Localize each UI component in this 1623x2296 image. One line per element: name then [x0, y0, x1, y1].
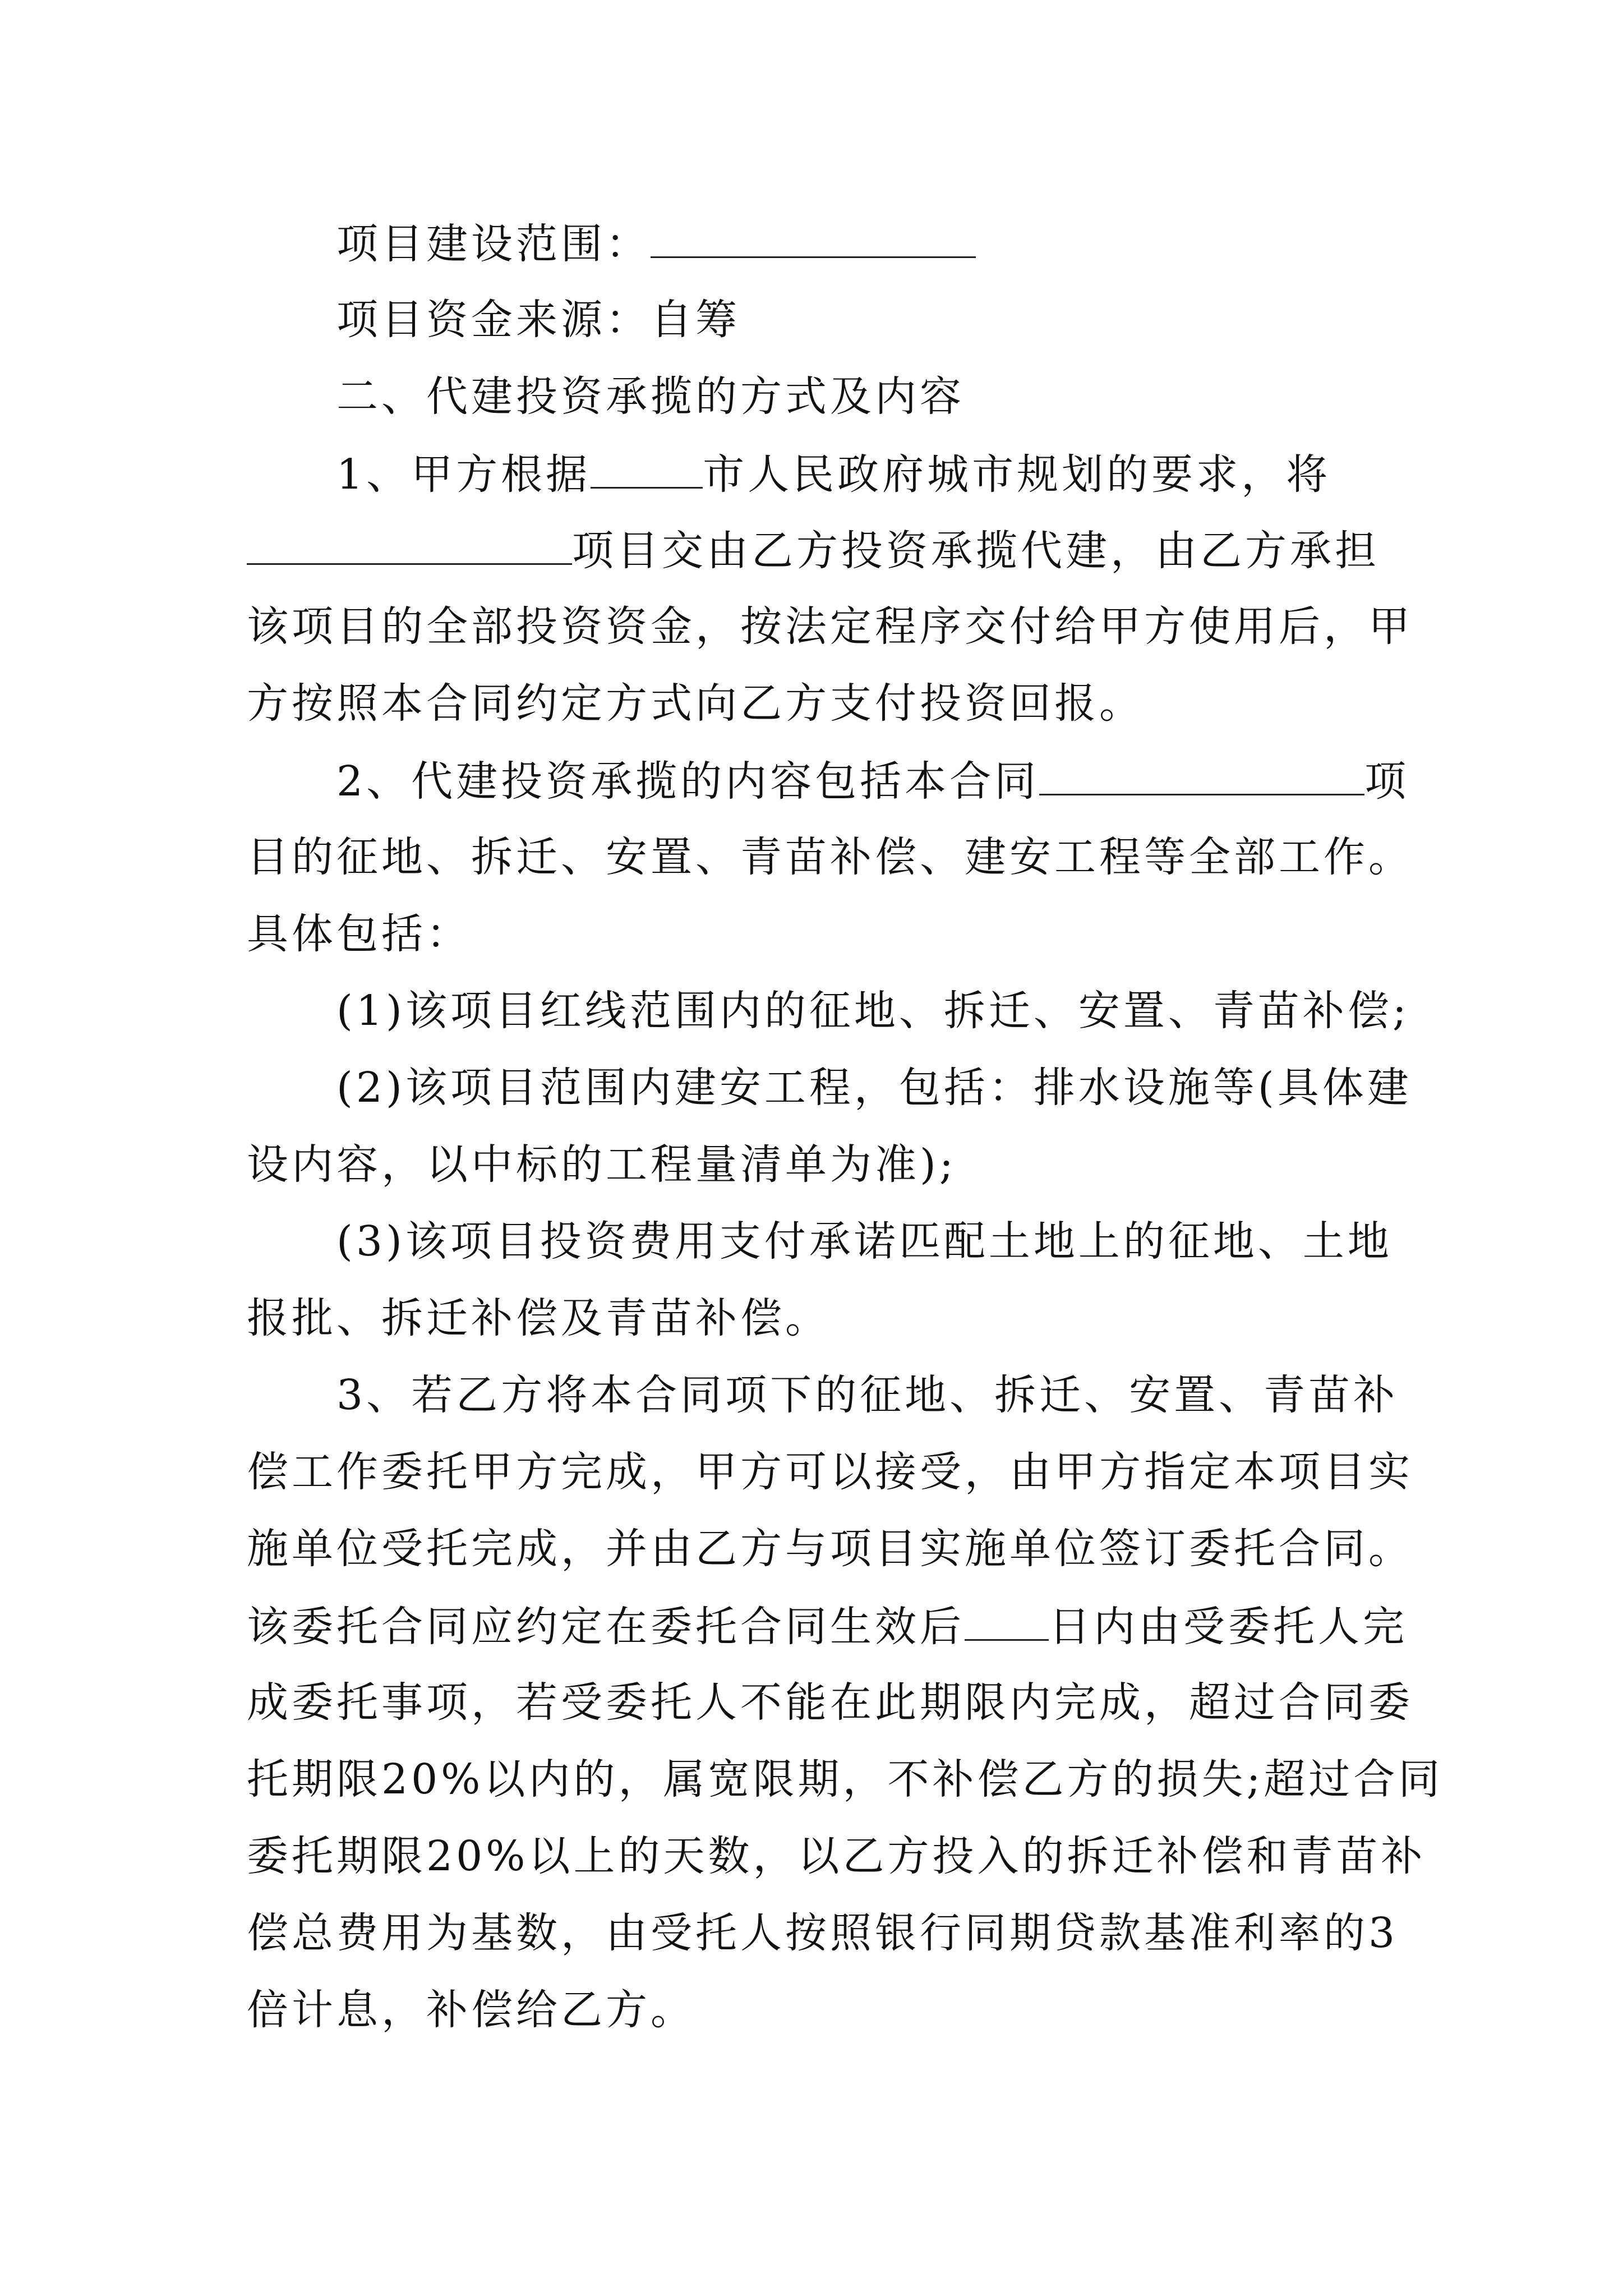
text-segment: 项目交由乙方投资承揽代建，由乙方承担	[572, 527, 1380, 575]
fill-in-blank	[1039, 752, 1364, 795]
text-segment: 成委托事项，若受委托人不能在此期限内完成，超过合同委	[247, 1678, 1413, 1727]
fill-in-blank	[591, 445, 703, 489]
text-line-11	[336, 983, 1410, 1039]
text-segment: 项目建设范围：	[336, 220, 651, 268]
text-segment: 托期限20%以内的，属宽限期，不补偿乙方的损失;超过合同	[247, 1755, 1444, 1803]
text-segment: 委托期限20%以上的天数，以乙方投入的拆迁补偿和青苗补	[247, 1832, 1426, 1880]
text-segment: 偿工作委托甲方完成，甲方可以接受，由甲方指定本项目实	[247, 1448, 1413, 1496]
text-line-4	[336, 445, 1331, 503]
text-line-10	[247, 906, 471, 962]
text-line-13	[247, 1137, 957, 1193]
fill-in-blank	[651, 215, 976, 258]
text-segment: 该委托合同应约定在委托合同生效后	[247, 1603, 965, 1651]
text-segment: 倍计息，补偿给乙方。	[247, 1986, 695, 2034]
text-segment: 1、甲方根据	[336, 450, 591, 499]
text-line-2	[336, 292, 740, 348]
text-line-23	[247, 1905, 1398, 1961]
fill-in-blank	[965, 1598, 1049, 1641]
text-line-16	[336, 1367, 1398, 1423]
text-segment: (2)该项目范围内建安工程，包括：排水设施等(具体建	[336, 1064, 1412, 1112]
text-segment: 该项目的全部投资资金，按法定程序交付给甲方使用后，甲	[247, 602, 1413, 651]
text-line-1	[336, 215, 976, 272]
text-line-6	[247, 599, 1413, 655]
text-line-14	[336, 1213, 1393, 1269]
text-line-8	[336, 752, 1409, 809]
text-segment: 方按照本合同约定方式向乙方支付投资回报。	[247, 679, 1144, 728]
text-segment: 施单位受托完成，并由乙方与项目实施单位签订委托合同。	[247, 1525, 1413, 1573]
text-line-21	[247, 1751, 1443, 1807]
text-segment: (1)该项目红线范围内的征地、拆迁、安置、青苗补偿;	[336, 987, 1410, 1035]
text-segment: 市人民政府城市规划的要求，将	[703, 450, 1331, 499]
text-segment: 日内由受委托人完	[1049, 1603, 1408, 1651]
text-line-22	[247, 1828, 1426, 1884]
text-segment: (3)该项目投资费用支付承诺匹配土地上的征地、土地	[336, 1217, 1393, 1266]
text-line-7	[247, 675, 1144, 731]
text-line-5	[247, 522, 1380, 579]
text-line-24	[247, 1982, 695, 2038]
text-segment: 项目资金来源：自筹	[336, 296, 740, 344]
text-segment: 具体包括：	[247, 910, 471, 958]
text-segment: 3、若乙方将本合同项下的征地、拆迁、安置、青苗补	[336, 1371, 1399, 1419]
text-line-9	[247, 829, 1413, 885]
text-segment: 项	[1364, 757, 1410, 806]
text-segment: 目的征地、拆迁、安置、青苗补偿、建安工程等全部工作。	[247, 833, 1413, 881]
text-line-19	[247, 1598, 1408, 1655]
text-line-20	[247, 1674, 1413, 1731]
text-segment: 二、代建投资承揽的方式及内容	[336, 372, 965, 421]
text-line-3	[336, 369, 965, 425]
text-segment: 2、代建投资承揽的内容包括本合同	[336, 757, 1040, 806]
fill-in-blank	[247, 522, 572, 565]
text-segment: 报批、拆迁补偿及青苗补偿。	[247, 1294, 830, 1342]
text-line-17	[247, 1444, 1413, 1500]
text-line-12	[336, 1060, 1412, 1116]
text-segment: 偿总费用为基数，由受托人按照银行同期贷款基准利率的3	[247, 1909, 1399, 1957]
text-line-15	[247, 1290, 830, 1346]
text-line-18	[247, 1521, 1413, 1577]
text-segment: 设内容，以中标的工程量清单为准);	[247, 1140, 957, 1189]
